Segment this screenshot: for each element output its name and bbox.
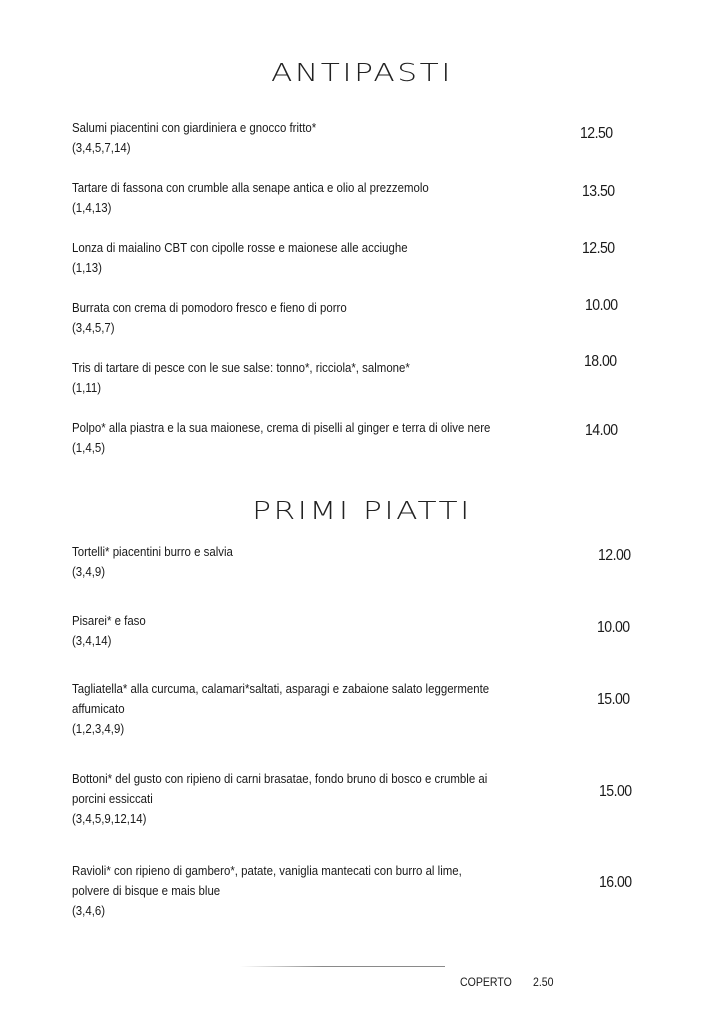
item-name: Polpo* alla piastra e la sua maionese, crema di piselli al ginger e terra di olive nere bbox=[72, 420, 491, 435]
item-price: 12.50 bbox=[582, 240, 615, 257]
item-price: 13.50 bbox=[582, 183, 615, 200]
item-name: Ravioli* con ripieno di gambero*, patate, vaniglia mantecati con burro al lime, polvere di bisque e mais blue bbox=[72, 863, 462, 898]
item-price: 15.00 bbox=[597, 691, 630, 708]
item-price: 12.00 bbox=[598, 547, 631, 564]
menu-item bbox=[72, 679, 692, 739]
item-allergens: (1,11) bbox=[72, 380, 102, 395]
item-name: Bottoni* del gusto con ripieno di carni brasatae, fondo bruno di bosco e crumble ai porcini essiccati bbox=[72, 771, 488, 806]
item-price: 15.00 bbox=[599, 783, 632, 800]
item-name: Salumi piacentini con giardiniera e gnocco fritto* bbox=[72, 120, 317, 135]
item-name: Pisarei* e faso bbox=[72, 613, 146, 628]
item-price: 18.00 bbox=[584, 353, 617, 370]
item-name: Tris di tartare di pesce con le sue salse: tonno*, ricciola*, salmone* bbox=[72, 360, 410, 375]
item-name: Tagliatella* alla curcuma, calamari*saltati, asparagi e zabaione salato leggermente affumicato bbox=[72, 681, 490, 716]
primi-piatti-title: PRIMI PIATTI bbox=[252, 496, 472, 525]
item-allergens: (3,4,5,9,12,14) bbox=[72, 811, 147, 826]
item-allergens: (3,4,14) bbox=[72, 633, 112, 648]
item-allergens: (3,4,9) bbox=[72, 564, 106, 579]
coperto-price: 2.50 bbox=[533, 975, 554, 989]
item-price: 10.00 bbox=[585, 297, 618, 314]
item-allergens: (3,4,5,7) bbox=[72, 320, 115, 335]
item-name: Burrata con crema di pomodoro fresco e fieno di porro bbox=[72, 300, 347, 315]
item-allergens: (1,4,5) bbox=[72, 440, 106, 455]
footer-divider bbox=[240, 966, 445, 967]
item-allergens: (1,4,13) bbox=[72, 200, 112, 215]
item-name: Lonza di maialino CBT con cipolle rosse e maionese alle acciughe bbox=[72, 240, 408, 255]
item-allergens: (3,4,5,7,14) bbox=[72, 140, 131, 155]
item-price: 16.00 bbox=[599, 874, 632, 891]
item-allergens: (1,2,3,4,9) bbox=[72, 721, 125, 736]
item-price: 14.00 bbox=[585, 422, 618, 439]
antipasti-title: ANTIPASTI bbox=[271, 58, 453, 87]
item-price: 10.00 bbox=[597, 619, 630, 636]
item-name: Tartare di fassona con crumble alla senape antica e olio al prezzemolo bbox=[72, 180, 429, 195]
item-name: Tortelli* piacentini burro e salvia bbox=[72, 544, 233, 559]
coperto-label: COPERTO bbox=[460, 975, 512, 989]
item-allergens: (1,13) bbox=[72, 260, 102, 275]
item-price: 12.50 bbox=[580, 125, 613, 142]
item-allergens: (3,4,6) bbox=[72, 903, 106, 918]
